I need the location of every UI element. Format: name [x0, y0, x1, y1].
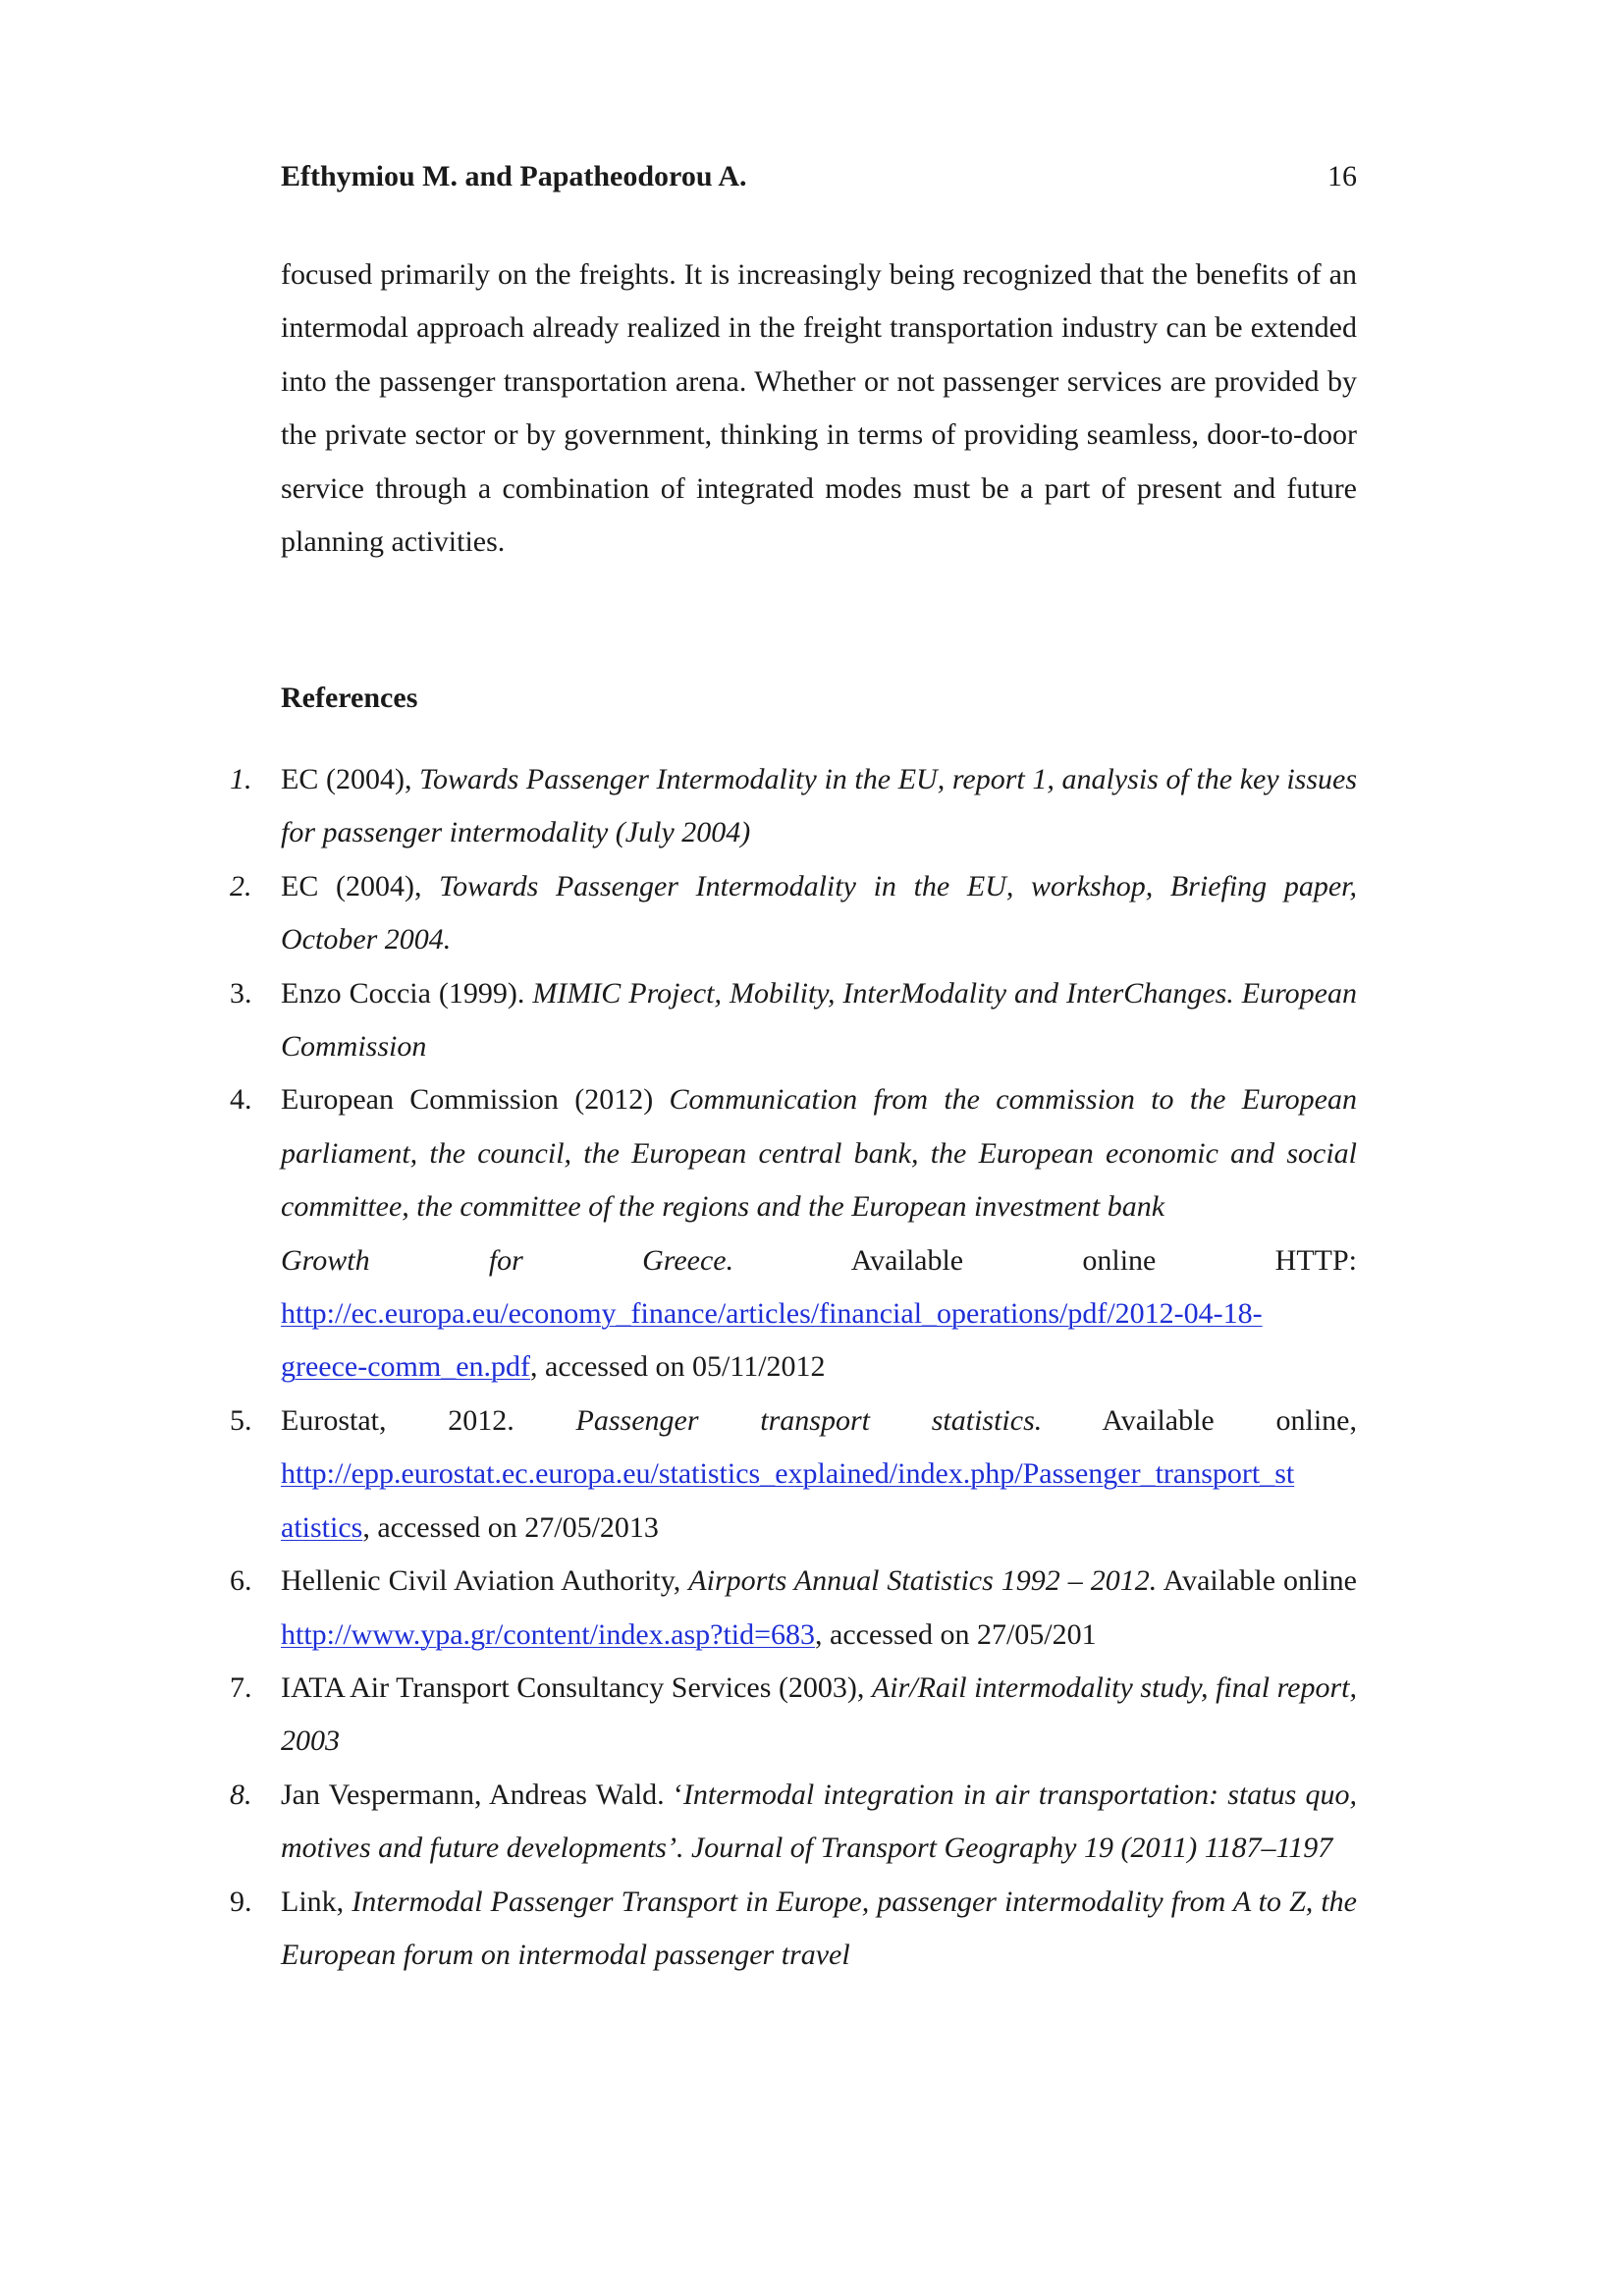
reference-item-7	[230, 1662, 1357, 1769]
reference-link-line	[281, 1340, 1357, 1394]
reference-accessed: , accessed on 05/11/2012	[530, 1350, 826, 1384]
reference-number: 7.	[230, 1670, 252, 1704]
reference-item-2	[230, 860, 1357, 967]
reference-word: transport	[760, 1403, 870, 1437]
reference-author: EC (2004),	[281, 763, 420, 795]
reference-item-1	[230, 753, 1357, 860]
reference-author: IATA Air Transport Consultancy Services (2003),	[281, 1670, 872, 1704]
reference-word: online,	[1275, 1403, 1358, 1437]
reference-word: Available	[1102, 1403, 1215, 1437]
reference-word: 2012.	[448, 1403, 514, 1437]
reference-title: Communication from the commission to the European parliament, the council, the European central bank, the European economic and social committee, the committee of the regions and the European investment bank	[281, 1083, 1357, 1224]
reference-word: Eurostat,	[281, 1403, 387, 1437]
reference-link[interactable]: http://www.ypa.gr/content/index.asp?tid=683	[281, 1617, 816, 1651]
reference-link[interactable]: http://ec.europa.eu/economy_finance/articles/financial_operations/pdf/2012-04-18-	[281, 1297, 1263, 1331]
reference-number: 9.	[230, 1885, 252, 1918]
reference-item-4	[230, 1073, 1357, 1394]
reference-word: Available	[850, 1243, 964, 1277]
reference-number: 3.	[230, 976, 252, 1010]
reference-number: 8.	[230, 1777, 252, 1811]
body-paragraph: focused primarily on the freights. It is increasingly being recognized that the benefits of an intermodal approach already realized in the freight transportation industry can be extended into the passenger transportation arena. Whether or not passenger services are provided by the private sector or by government, thinking in terms of providing seamless, door-to-door service through a combination of integrated modes must be a part of present and future planning activities.	[281, 258, 1357, 559]
page-number: 16	[1327, 160, 1357, 192]
reference-link-line	[281, 1502, 1357, 1555]
reference-number: 1.	[230, 763, 252, 795]
reference-title: Air/Rail intermodality study, final report, 2003	[281, 1670, 1357, 1758]
reference-link-line	[281, 1287, 1357, 1340]
reference-number: 2.	[230, 869, 252, 902]
reference-title: Intermodal Passenger Transport in Europe, passenger intermodality from A to Z, the European forum on intermodal passenger travel	[281, 1885, 1357, 1971]
reference-spaced-line	[281, 1394, 1357, 1448]
reference-number: 4.	[230, 1083, 252, 1117]
reference-link-line	[281, 1448, 1357, 1501]
reference-author: Jan Vespermann, Andreas Wald. ‘	[281, 1777, 683, 1811]
running-header	[281, 157, 1357, 196]
header-authors: Efthymiou M. and Papatheodorou A.	[281, 160, 747, 192]
reference-word: for	[488, 1243, 523, 1277]
reference-link[interactable]: http://epp.eurostat.ec.europa.eu/statistics_explained/index.php/Passenger_transport_st	[281, 1457, 1295, 1491]
reference-word: statistics.	[931, 1403, 1043, 1437]
reference-item-5	[230, 1394, 1358, 1555]
reference-list	[230, 753, 1358, 1982]
reference-accessed: , accessed on 27/05/201	[815, 1617, 1097, 1651]
reference-word: Greece.	[642, 1243, 734, 1277]
reference-title: Intermodal integration in air transportation: status quo, motives and future developments’. Journal of Transport Geography 19 (2011) 1187–1197	[281, 1777, 1357, 1865]
reference-word: Growth	[281, 1243, 370, 1277]
reference-link[interactable]: atistics	[281, 1510, 363, 1544]
reference-title: Towards Passenger Intermodality in the EU, report 1, analysis of the key issues for passenger intermodality (July 2004)	[281, 763, 1357, 849]
reference-author: Enzo Coccia (1999).	[281, 976, 533, 1010]
reference-accessed: , accessed on 27/05/2013	[362, 1510, 659, 1544]
reference-author: Link,	[281, 1885, 352, 1918]
reference-word: online	[1082, 1243, 1157, 1277]
reference-title: MIMIC Project, Mobility, InterModality and InterChanges. European Commission	[281, 976, 1357, 1064]
reference-word: HTTP:	[1274, 1243, 1357, 1277]
reference-spaced-line	[281, 1234, 1357, 1287]
reference-availability: Available online	[1157, 1564, 1357, 1598]
reference-word: Passenger	[575, 1403, 699, 1437]
reference-author: EC (2004),	[281, 869, 440, 902]
references-heading: References	[281, 682, 418, 714]
reference-title: Airports Annual Statistics 1992 – 2012.	[688, 1564, 1158, 1598]
reference-item-3	[230, 967, 1357, 1074]
reference-item-9	[230, 1876, 1357, 1983]
reference-number: 6.	[230, 1564, 252, 1598]
reference-title: Towards Passenger Intermodality in the EU, workshop, Briefing paper, October 2004.	[281, 869, 1357, 957]
reference-link[interactable]: greece-comm_en.pdf	[281, 1350, 531, 1384]
reference-author: Hellenic Civil Aviation Authority,	[281, 1564, 689, 1598]
reference-author: European Commission (2012)	[281, 1083, 670, 1117]
reference-item-8	[230, 1769, 1357, 1876]
reference-item-6	[230, 1555, 1357, 1662]
reference-number: 5.	[230, 1403, 252, 1437]
